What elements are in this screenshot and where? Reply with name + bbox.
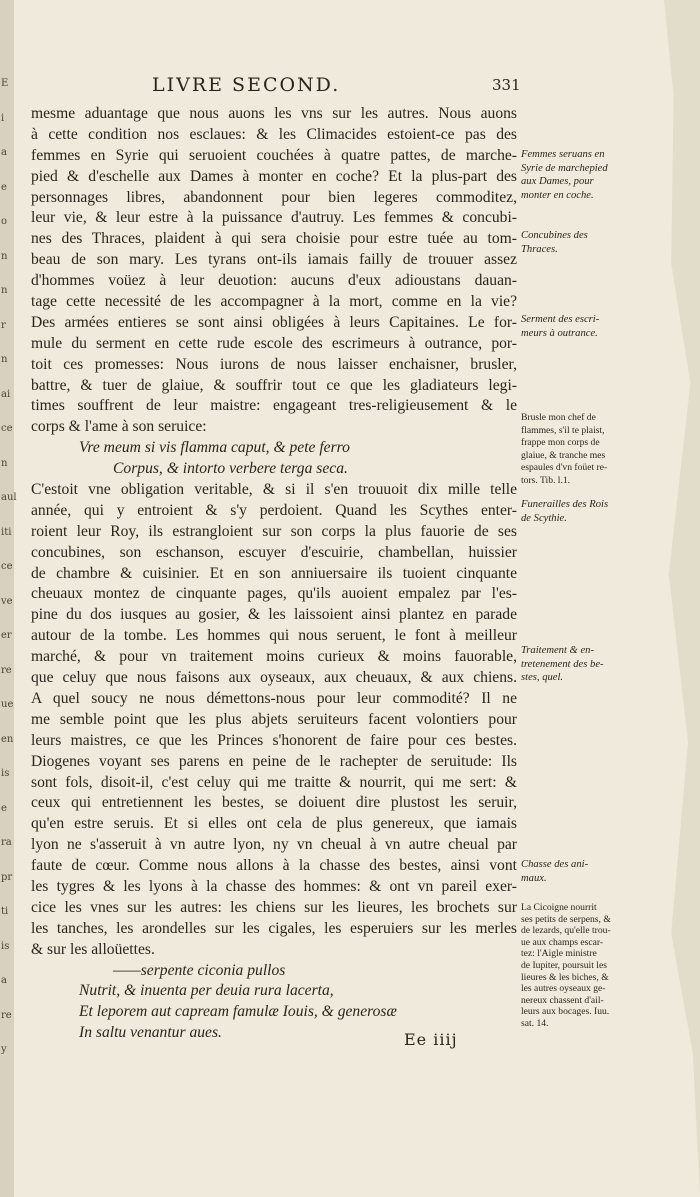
facing-page-letter: pr <box>1 871 13 883</box>
text-line: mule du serment en cette rude escole des escrimeurs à outrance, por- <box>31 334 517 352</box>
side-note-line: ue aux champs escar- <box>521 936 604 948</box>
facing-page-letter: is <box>1 940 10 952</box>
side-note-line: sat. 14. <box>521 1017 549 1029</box>
side-note-line: maux. <box>521 872 547 884</box>
text-line: roient leur Roy, ils estrangloient sur son corps la plus fauorie de ses <box>31 522 517 540</box>
facing-page-letter: n <box>1 457 8 469</box>
facing-page-letter: E <box>1 78 9 89</box>
latin-verse-line: Nutrit, & inuenta per deuia rura lacerta, <box>79 982 334 1000</box>
text-line: autour de la tombe. Les hommes qui nous seruent, le font à meilleur <box>31 627 517 645</box>
facing-page-letter: a <box>1 147 7 158</box>
facing-page-letter: ce <box>1 423 13 434</box>
text-line: d'hommes voüez à leur deuotion: aucuns d'eux adioustans dauan- <box>31 272 517 290</box>
running-header <box>152 74 532 100</box>
side-note-line: lieures & les biches, & <box>521 971 609 983</box>
latin-verse-line: ——serpente ciconia pullos <box>113 961 286 979</box>
text-line: beau de son mary. Les tyrans ont-ils iamais failly de trouuer assez <box>31 251 517 269</box>
text-line: sont fols, disoit-il, c'est celuy qui me traitte & nourrit, qui me sert: & <box>31 773 517 791</box>
facing-page-letter: n <box>1 354 8 365</box>
facing-page-letter: o <box>1 216 8 227</box>
latin-verse-line: In saltu venantur aues. <box>79 1024 222 1042</box>
text-line: marché, & pour vn traitement moins curieux & moins fauorable, <box>31 648 517 666</box>
side-note-line: Syrie de marchepied <box>521 162 608 174</box>
facing-page-letter: r <box>1 319 6 331</box>
text-line: times souffrent de leur maistre: engageant tres-religieusement & le <box>31 397 517 415</box>
signature-mark: Ee iiij <box>404 1030 458 1049</box>
facing-page-letter: ve <box>1 595 13 607</box>
facing-page-letter: ue <box>1 699 14 710</box>
text-line: qu'en estre seruis. Et si elles ont cela de plus genereux, que iamais <box>31 815 517 833</box>
facing-page-letter: ti <box>1 906 9 917</box>
text-line: pied & d'eschelle aux Dames à monter en coche? Et la plus-part des <box>31 167 517 185</box>
text-line: tage cette necessité de les accompagner à la mort, comme en la vie? <box>31 293 517 311</box>
facing-page-letter: ce <box>1 561 13 572</box>
text-line: de chambre & cuisinier. Et en son anniuersaire ils tuoient cinquante <box>31 564 517 582</box>
side-note-line: tretenement des be- <box>521 658 604 670</box>
side-note-line: tez: l'Aigle ministre <box>521 948 597 960</box>
text-line: Des armées entieres se sont ainsi obligées à leurs Capitaines. Le for- <box>31 313 517 331</box>
side-note-line: Traitement & en- <box>521 645 594 656</box>
text-line: toit ces promesses: Nous iurons de nous laisser enchaisner, brusler, <box>31 355 517 373</box>
side-note-line: frappe mon corps de <box>521 437 600 449</box>
text-line: que celuy que nous faisons aux oyseaux, aux cheuaux, & aux chiens. <box>31 669 517 687</box>
text-line: leurs maistres, ce que les Princes s'honorent de faire pour ces bestes. <box>31 731 517 749</box>
latin-quotation-1 <box>31 438 517 480</box>
latin-verse-line: Et leporem aut capream famulæ Iouis, & generosæ <box>79 1003 397 1021</box>
text-line: à cette condition nos esclaues: & les Climacides estoient-ce pas des <box>31 125 517 143</box>
side-note-femmes <box>521 148 629 202</box>
text-line: cice les vnes sur les autres: les chiens sur les lieures, les brochets sur <box>31 898 517 916</box>
text-line: battre, & tuer de glaiue, & souffrir tout ce que les gladiateurs legi- <box>31 376 517 394</box>
text-line: A quel soucy ne nous démettons-nous pour leur commodité? Il ne <box>31 689 517 707</box>
paragraph-2 <box>31 480 517 960</box>
text-line: nes des Thraces, plaident à qui sera choisie pour estre tuée au tom- <box>31 230 517 248</box>
facing-page-letter: y <box>1 1044 7 1055</box>
text-line: leur vie, & leur estre à la puissance d'autruy. Les femmes & concubi- <box>31 209 517 227</box>
side-note-chasse <box>521 858 629 885</box>
side-note-traitement <box>521 644 629 685</box>
text-line: ceux qui entretiennent les bestes, se doiuent dire plustost les seruir, <box>31 794 517 812</box>
text-line: pine du dos iusques au gosier, & les laissoient ainsi plantez en parade <box>31 606 517 624</box>
latin-verse-line: Corpus, & intorto verbere terga seca. <box>113 460 348 478</box>
side-note-line: de Iupiter, poursuit les <box>521 959 607 971</box>
side-note-line: flammes, s'il te plaist, <box>521 424 605 436</box>
text-line: mesme aduantage que nous auons les vns sur les autres. Nous auons <box>31 105 517 122</box>
side-note-line: Brusle mon chef de <box>521 412 596 423</box>
text-line: me semble point que les plus abjets seruiteurs facent volontiers pour <box>31 710 517 728</box>
facing-page-letter: e <box>1 802 7 814</box>
facing-page-letter: e <box>1 181 7 193</box>
side-note-line: Thraces. <box>521 243 558 255</box>
facing-page-letter: a <box>1 975 7 986</box>
side-note-line: aux Dames, pour <box>521 176 594 188</box>
text-line: corps & l'ame à son seruice: <box>31 418 207 436</box>
text-line: les tygres & les lyons à la chasse des hommes: & ont vn pareil exer- <box>31 877 517 895</box>
facing-page-letter: ai <box>1 388 11 400</box>
side-note-line: de lezards, qu'elle trou- <box>521 925 611 937</box>
side-note-line: stes, quel. <box>521 672 564 684</box>
side-note-thraces <box>521 229 629 256</box>
side-note-line: Chasse des ani- <box>521 859 589 870</box>
facing-page-letter: iti <box>1 526 12 538</box>
side-note-line: meurs à outrance. <box>521 327 598 339</box>
text-line: C'estoit vne obligation veritable, & si il s'en trouuoit dix mille telle <box>31 481 517 499</box>
facing-page-letter: n <box>1 285 8 296</box>
text-line: concubines, son eschanson, escuyer d'escuirie, chambellan, huissier <box>31 543 517 561</box>
facing-page-letter: ra <box>1 837 12 848</box>
facing-page-letter: aul <box>1 492 17 503</box>
side-note-line: Funerailles des Rois <box>521 499 609 510</box>
side-note-line: glaiue, & tranche mes <box>521 449 606 461</box>
side-note-line: les autres oyseaux ge- <box>521 983 606 995</box>
chapter-title: LIVRE SECOND. <box>152 74 341 96</box>
facing-page-letter: i <box>1 112 5 124</box>
text-line: faute de cœur. Comme nous allons à la chasse des bestes, ainsi vont <box>31 857 517 875</box>
text-line: année, qui y entroient & s'y perdoient. Quand les Scythes enter- <box>31 501 517 519</box>
side-note-line: Serment des escri- <box>521 314 600 325</box>
text-line: cheuaux montez de cinquante pages, qu'ils auoient empalez par l'es- <box>31 585 517 603</box>
text-line: Diogenes voyant ses parens en peine de le rachepter de seruitude: Ils <box>31 752 517 770</box>
facing-page-letter: er <box>1 630 12 641</box>
side-note-serment <box>521 313 629 340</box>
facing-page-letter: en <box>1 733 14 745</box>
text-line: lyon ne s'asseruit à vn autre lyon, ny vn cheual à vn autre cheual par <box>31 836 517 854</box>
paragraph-1 <box>31 104 517 438</box>
facing-page-letter: is <box>1 768 10 779</box>
side-note-line: monter en coche. <box>521 189 594 201</box>
text-line: personnages libres, abandonnent pour bien legeres commoditez, <box>31 188 517 206</box>
main-text-block <box>31 104 517 1044</box>
side-note-cicoigne <box>521 902 629 1030</box>
page-number: 331 <box>492 76 521 94</box>
text-line: les tanches, les arondelles sur les cigales, les esperuiers sur les merles <box>31 919 517 937</box>
side-note-line: leurs aux bocages. Iuu. <box>521 1006 610 1018</box>
side-note-line: nereux chassent d'ail- <box>521 994 604 1006</box>
latin-verse-line: Vre meum si vis flamma caput, & pete ferro <box>79 439 350 457</box>
facing-page-letter: re <box>1 1009 12 1021</box>
side-note-line: tors. Tib. l.1. <box>521 474 571 486</box>
side-note-line: espaules d'vn foüet re- <box>521 462 608 474</box>
side-note-translation <box>521 412 629 488</box>
side-note-line: Concubines des <box>521 230 588 241</box>
text-line: femmes en Syrie qui seruoient couchées à quatre pattes, de marche- <box>31 146 517 164</box>
side-note-line: ses petits de serpens, & <box>521 913 611 925</box>
text-line: & sur les alloüettes. <box>31 940 155 958</box>
side-note-line: de Scythie. <box>521 512 567 524</box>
side-note-scythie <box>521 498 629 525</box>
side-note-line: Femmes seruans en <box>521 149 605 160</box>
facing-page-letter: n <box>1 250 8 262</box>
facing-page-letter: re <box>1 664 12 676</box>
side-note-line: La Cicoigne nourrit <box>521 902 597 913</box>
